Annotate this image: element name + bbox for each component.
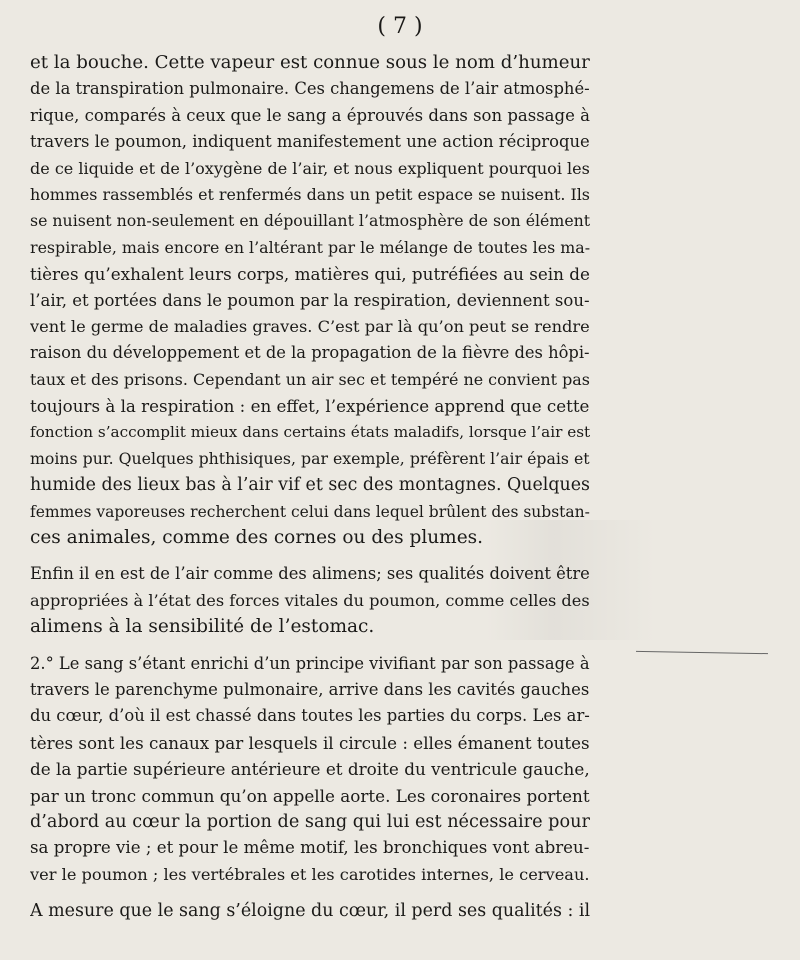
text-line: travers le poumon, indiquent manifestement une action réciproque bbox=[30, 132, 590, 152]
paragraph-gap bbox=[30, 888, 590, 898]
page-number: ( 7 ) bbox=[377, 14, 423, 39]
text-line: respirable, mais encore en l’altérant par le mélange de toutes les ma- bbox=[30, 237, 590, 257]
body-text bbox=[30, 50, 590, 925]
text-line: humide des lieux bas à l’air vif et sec des montagnes. Quelques bbox=[30, 475, 590, 496]
text-line: tères sont les canaux par lesquels il circule : elles émanent toutes bbox=[30, 732, 590, 753]
text-line: travers le parenchyme pulmonaire, arrive dans les cavités gauches bbox=[30, 679, 590, 699]
text-line: raison du développement et de la propagation de la fièvre des hôpi- bbox=[30, 343, 590, 363]
text-line: du cœur, d’où il est chassé dans toutes les parties du corps. Les ar- bbox=[30, 706, 590, 726]
text-line: 2.° Le sang s’étant enrichi d’un principe vivifiant par son passage à bbox=[30, 653, 590, 673]
text-line: ces animales, comme des cornes ou des plumes. bbox=[30, 527, 484, 549]
text-line: de la partie supérieure antérieure et droite du ventricule gauche, bbox=[30, 759, 590, 780]
text-line: taux et des prisons. Cependant un air sec et tempéré ne convient pas bbox=[30, 369, 590, 389]
text-line: moins pur. Quelques phthisiques, par exemple, préfèrent l’air épais et bbox=[30, 448, 590, 468]
text-line: toujours à la respiration : en effet, l’expérience apprend que cette bbox=[30, 396, 590, 417]
text-line: d’abord au cœur la portion de sang qui lui est nécessaire pour bbox=[30, 811, 590, 832]
margin-mark bbox=[636, 651, 768, 654]
text-line: femmes vaporeuses recherchent celui dans lequel brûlent des substan- bbox=[30, 502, 590, 521]
text-line: A mesure que le sang s’éloigne du cœur, il perd ses qualités : il bbox=[30, 901, 590, 922]
text-line: de la transpiration pulmonaire. Ces changemens de l’air atmosphé- bbox=[30, 79, 590, 99]
text-line: rique, comparés à ceux que le sang a éprouvés dans son passage à bbox=[30, 105, 590, 125]
text-line: l’air, et portées dans le poumon par la respiration, deviennent sou- bbox=[30, 290, 590, 310]
text-line: hommes rassemblés et renfermés dans un petit espace se nuisent. Ils bbox=[30, 184, 590, 204]
text-line: se nuisent non-seulement en dépouillant l’atmosphère de son élément bbox=[30, 211, 590, 231]
text-line: sa propre vie ; et pour le même motif, les bronchiques vont abreu- bbox=[30, 838, 590, 858]
text-line: alimens à la sensibilité de l’estomac. bbox=[30, 616, 375, 638]
paragraph-gap bbox=[30, 641, 590, 651]
text-line: vent le germe de maladies graves. C’est par là qu’on peut se rendre bbox=[30, 316, 590, 336]
text-line: de ce liquide et de l’oxygène de l’air, et nous expliquent pourquoi les bbox=[30, 158, 590, 178]
paragraph-gap bbox=[30, 551, 590, 561]
text-line: ver le poumon ; les vertébrales et les carotides internes, le cerveau. bbox=[30, 864, 590, 884]
text-line: appropriées à l’état des forces vitales du poumon, comme celles des bbox=[30, 590, 590, 610]
text-line: par un tronc commun qu’on appelle aorte. Les coronaires portent bbox=[30, 785, 590, 806]
text-line: fonction s’accomplit mieux dans certains états maladifs, lorsque l’air est bbox=[30, 423, 590, 442]
text-line: et la bouche. Cette vapeur est connue sous le nom d’humeur bbox=[30, 52, 590, 73]
text-line: tières qu’exhalent leurs corps, matières qui, putréfiées au sein de bbox=[30, 264, 590, 285]
text-line: Enfin il en est de l’air comme des alimens; ses qualités doivent être bbox=[30, 564, 590, 584]
